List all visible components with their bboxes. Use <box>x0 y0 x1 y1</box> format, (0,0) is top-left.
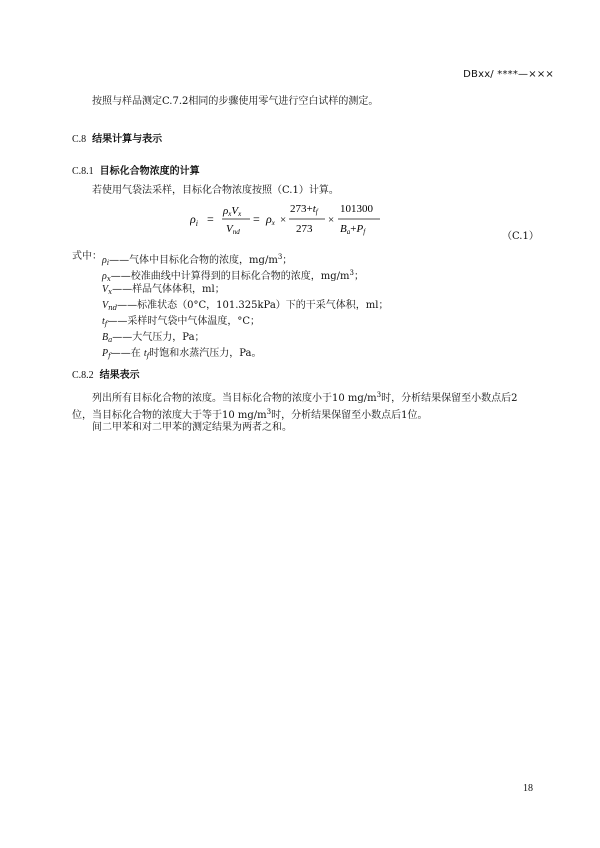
formula-frac2-numerator: 273+tf <box>290 203 318 216</box>
formula-frac2-denominator: 273 <box>296 223 313 235</box>
section-c8-number: C.8 <box>72 134 87 145</box>
section-c82-title: 结果表示 <box>99 370 140 381</box>
def-vx: $V_x——$样品气体体积，ml； <box>102 284 225 296</box>
section-c81-heading <box>72 162 200 177</box>
def-rho-x: $\rho_x——$校准曲线中计算得到的目标化合物的浓度，$mg/m^3$； <box>102 269 364 283</box>
formula-frac1-numerator: ρxVx <box>223 205 242 218</box>
c81-paragraph: 若使用气袋法采样，目标化合物浓度按照（C.1）计算。 <box>92 185 339 196</box>
formula-label: （C.1） <box>502 231 539 242</box>
c82-line-1: 列出所有目标化合物的浓度。当目标化合物的浓度小于10 $mg/m^3$时，分析结果保留至小数点后2 <box>92 391 518 404</box>
formula-frac3-numerator: 101300 <box>340 203 373 215</box>
document-code-header: DBxx/ ****—××× <box>463 69 554 80</box>
section-c82-heading <box>72 366 140 381</box>
def-vnd: $V_{nd}——$标准状态（0°C，101.325kPa）下的干采气体积，ml； <box>102 300 389 312</box>
section-c81-number: C.8.1 <box>72 166 94 177</box>
formula-c1 <box>190 196 390 242</box>
section-c82-number: C.8.2 <box>72 370 94 381</box>
formula-frac3-denominator: Ba+Pf <box>340 223 366 236</box>
formula-times-2: × <box>328 214 335 226</box>
def-rho-i: $\rho_i——$气体中目标化合物的浓度，$mg/m^3$； <box>102 253 293 267</box>
page-number: 18 <box>523 783 533 794</box>
formula-lhs: $\rho_i$ <box>190 212 198 228</box>
c82-line-3: 间二甲苯和对二甲苯的测定结果为两者之和。 <box>92 422 292 433</box>
def-pf: $P_f——$在 $t_f$时饱和水蒸汽压力，Pa。 <box>102 348 262 360</box>
intro-paragraph: 按照与样品测定C.7.2相同的步骤使用零气进行空白试样的测定。 <box>92 96 379 107</box>
def-tf: $t_f——$采样时气袋中气体温度，°C； <box>102 316 261 328</box>
section-c8-heading <box>72 130 162 145</box>
c82-line-2: 位，当目标化合物的浓度大于等于10 $mg/m^3$时，分析结果保留至小数点后1位。 <box>72 408 428 421</box>
formula-frac1-denominator: Vnd <box>226 223 240 236</box>
section-c81-title: 目标化合物浓度的计算 <box>99 166 200 177</box>
defs-intro: 式中： <box>72 251 102 262</box>
formula-times-1: × <box>280 214 287 226</box>
section-c8-title: 结果计算与表示 <box>92 134 163 145</box>
formula-rho-x: ρx <box>266 212 275 227</box>
formula-equals: = <box>207 212 214 226</box>
formula-equals-2: = <box>253 212 260 226</box>
def-ba: $B_a——$大气压力，Pa； <box>102 332 205 344</box>
